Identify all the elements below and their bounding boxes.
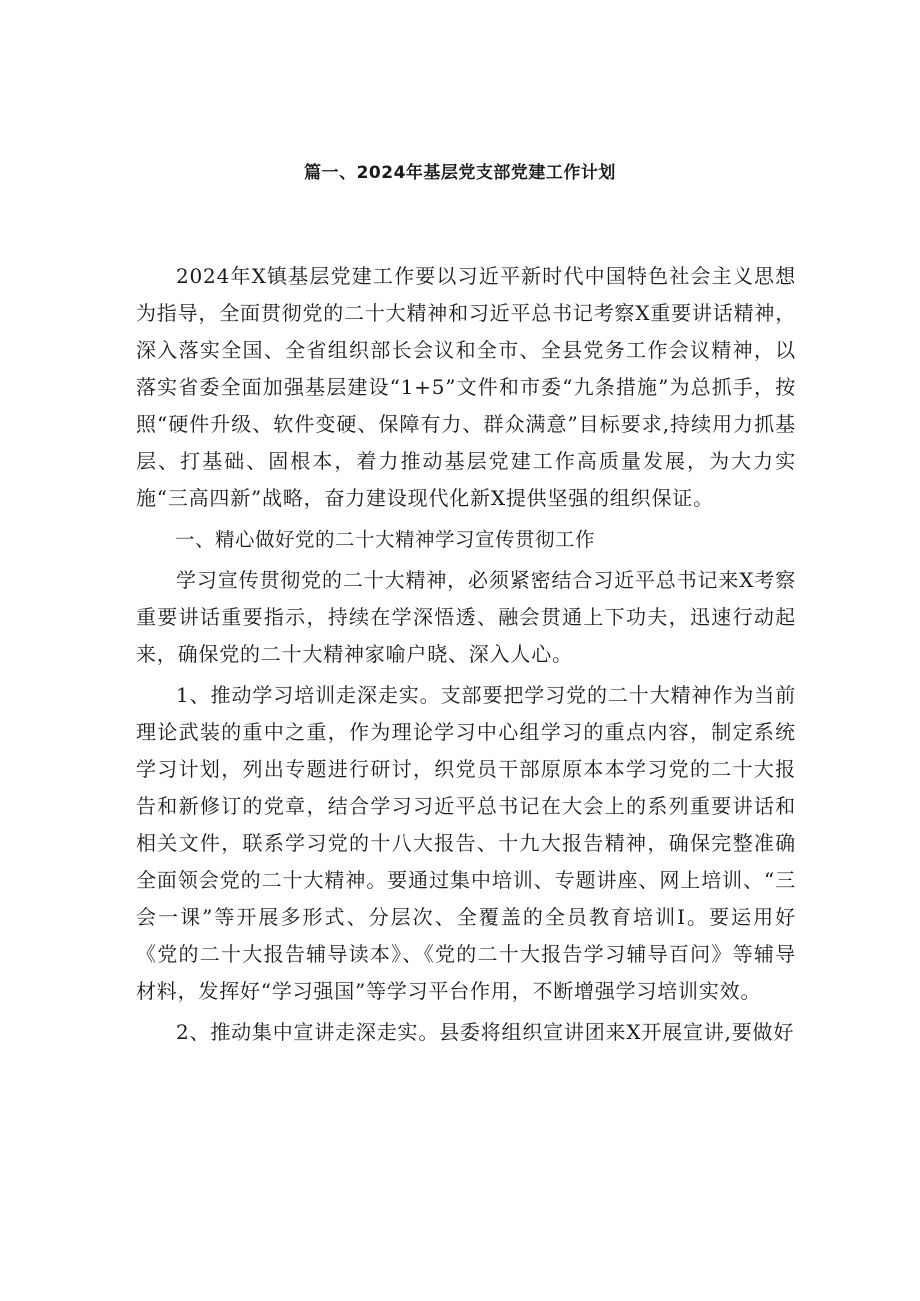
item-1-paragraph: 1、推动学习培训走深走实。支部要把学习党的二十大精神作为当前理论武装的重中之重，作为理论学习中心组学习的重点内容，制定系统学习计划，列出专题进行研讨，织党员干部原原本本学习党的二十大报告和新修订的党章，结合学习习近平总书记在大会上的系列重要讲话和相关文件，联系学习党的十八大报告、十九大报告精神，确保完整准确全面领会党的二十大精神。要通过集中培训、专题讲座、网上培训、“三会一课”等开展多形式、分层次、全覆盖的全员教育培训I。要运用好《党的二十大报告辅导读本》、《党的二十大报告学习辅导百问》等辅导材料，发挥好“学习强国”等学习平台作用，不断增强学习培训实效。 bbox=[136, 683, 796, 1003]
section-1-paragraph: 学习宣传贯彻党的二十大精神，必须紧密结合习近平总书记来X考察重要讲话重要指示，持续在学深悟透、融会贯通上下功夫，迅速行动起来，确保党的二十大精神家喻户晓、深入人心。 bbox=[136, 568, 796, 666]
section-heading-1: 一、精心做好党的二十大精神学习宣传贯彻工作 bbox=[175, 528, 596, 551]
document-body bbox=[136, 258, 796, 1055]
item-2-paragraph: 2、推动集中宣讲走深走实。县委将组织宣讲团来X开展宣讲,要做好 bbox=[176, 1020, 795, 1044]
document-title: 篇一、2024年基层党支部党建工作计划 bbox=[304, 163, 616, 183]
intro-paragraph: 2024年X镇基层党建工作要以习近平新时代中国特色社会主义思想为指导，全面贯彻党的二十大精神和习近平总书记考察X重要讲话精神，深入落实全国、全省组织部长会议和全市、全县党务工作会议精神，以落实省委全面加强基层建设“1+5”文件和市委“九条措施”为总抓手，按照“硬件升级、软件变硬、保障有力、群众满意”目标要求,持续用力抓基层、打基础、固根本，着力推动基层党建工作高质量发展，为大力实施“三高四新”战略，奋力建设现代化新X提供坚强的组织保证。 bbox=[136, 264, 796, 510]
